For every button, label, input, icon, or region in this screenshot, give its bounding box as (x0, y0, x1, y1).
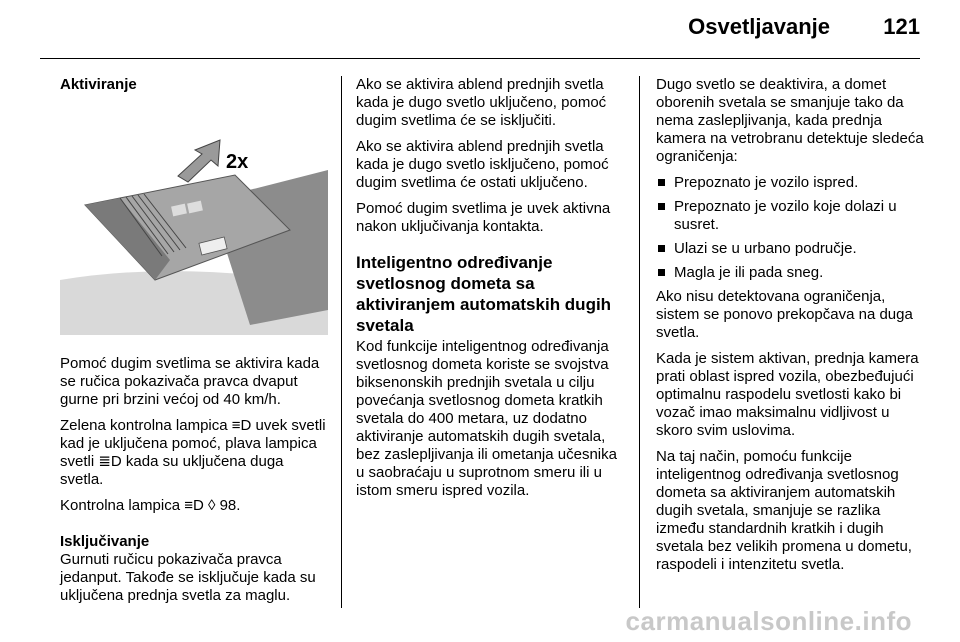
heading-iskljucivanje: Isključivanje (60, 533, 150, 550)
restriction-list (656, 174, 926, 282)
list-item: Magla je ili pada sneg. (656, 264, 926, 282)
heading-aktiviranje: Aktiviranje (60, 76, 137, 93)
paragraph: Zelena kontrolna lampica ≡D uvek svetli kad je uključena pomoć, plava lampica svetli ≣D kada su uključena duga svetla. (60, 417, 326, 488)
list-item: Ulazi se u urbano područje. (656, 240, 926, 258)
paragraph: Ako se aktivira ablend prednjih svetla kada je dugo svetlo uključeno, pomoć dugim svetlima će se isključiti. (356, 76, 607, 129)
column-3 (656, 76, 926, 582)
illustration-label: 2x (226, 151, 249, 173)
paragraph: Dugo svetlo se deaktivira, a domet oborenih svetala se smanjuje tako da nema zaslepljivanja, kada prednja kamera na vetrobranu detektuje sledeća ograničenja: (656, 76, 924, 165)
paragraph: Ako nisu detektovana ograničenja, sistem se ponovo prekopčava na duga svetla. (656, 288, 913, 341)
watermark: carmanualsonline.info (625, 606, 912, 636)
paragraph: Gurnuti ručicu pokazivača pravca jedanput. Takođe se isključuje kada su uključena prednja svetla za maglu. (60, 551, 316, 604)
list-item: Prepoznato je vozilo ispred. (656, 174, 926, 192)
paragraph: Ako se aktivira ablend prednjih svetla kada je dugo svetlo isključeno, pomoć dugim svetlima će ostati uključeno. (356, 138, 609, 191)
bullet-icon (658, 269, 665, 276)
bullet-icon (658, 245, 665, 252)
column-1 (60, 76, 328, 613)
header-section-title: Osvetljavanje (688, 14, 830, 39)
column-divider-1 (341, 76, 342, 608)
bullet-icon (658, 203, 665, 210)
stalk-illustration (60, 110, 328, 335)
column-divider-2 (639, 76, 640, 608)
paragraph: Kontrolna lampica ≡D ◊ 98. (60, 497, 241, 514)
paragraph: Kod funkcije inteligentnog određivanja svetlosnog dometa koriste se svojstva biksenonskih prednjih svetala u cilju povećanja svetlosnog dometa kratkih svetala do 400 metara, uz dodatno aktiviranje automatskih dugih svetala, bez zaslepljivanja ili ometanja učesnika u saobraćaju u suprotnom smeru ili u istom smeru ispred vozila. (356, 338, 617, 499)
bullet-icon (658, 179, 665, 186)
section-heading: Inteligentno određivanje svetlosnog dometa sa aktiviranjem automatskih dugih svetala (356, 253, 612, 335)
paragraph: Na taj način, pomoću funkcije inteligentnog određivanja svetlosnog dometa sa aktiviranjem automatskih dugih svetala, smanjuje se razlika između standardnih kratkih i dugih svetala bez velikih promena u dometu, raspodeli i intenzitetu svetla. (656, 448, 912, 573)
header-page-number: 121 (883, 14, 920, 39)
column-2 (356, 76, 626, 508)
paragraph: Pomoć dugim svetlima je uvek aktivna nakon uključivanja kontakta. (356, 200, 611, 235)
list-item: Prepoznato je vozilo koje dolazi u susret. (656, 198, 926, 234)
paragraph: Pomoć dugim svetlima se aktivira kada se ručica pokazivača pravca dvaput gurne pri brzini većoj od 40 km/h. (60, 355, 320, 408)
header-rule (40, 58, 920, 59)
paragraph: Kada je sistem aktivan, prednja kamera prati oblast ispred vozila, obezbeđujući optimalnu raspodelu svetlosti kako bi vozač imao maksimalnu vidljivost u skoro svim uslovima. (656, 350, 919, 439)
